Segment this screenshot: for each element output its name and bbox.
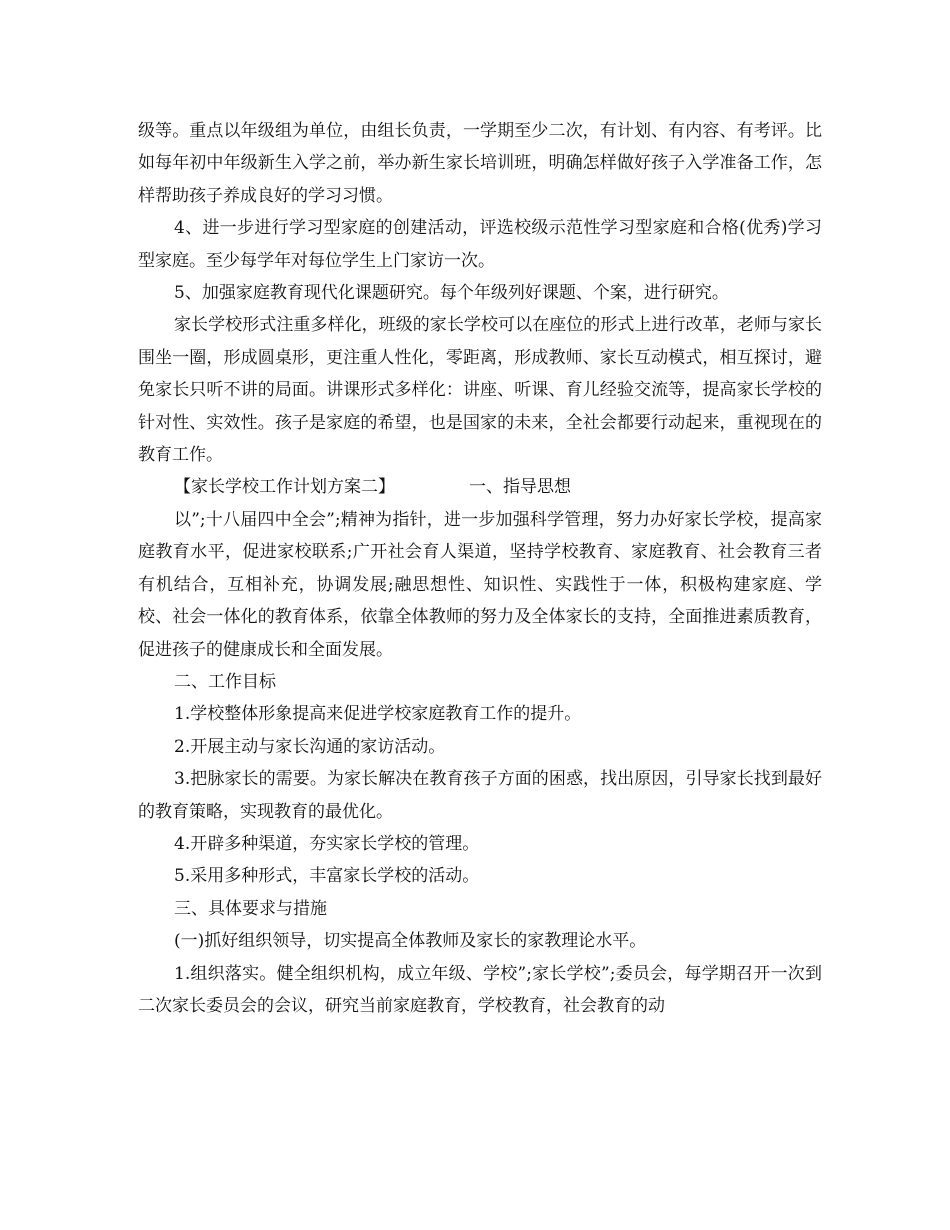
measure-subheading: (一)抓好组织领导，切实提高全体教师及家长的家教理论水平。 xyxy=(174,931,647,952)
measure-item: 1.组织落实。健全组织机构，成立年级、学校”;家长学校”;委员会，每学期召开一次到二次家长委员会的会议，研究当前家庭教育，学校教育，社会教育的动 xyxy=(138,963,822,1016)
plan-title: 【家长学校工作计划方案二】 xyxy=(174,477,395,498)
paragraph-item-5: 5、加强家庭教育现代化课题研究。每个年级列好课题、个案，进行研究。 xyxy=(174,283,729,304)
section-guiding-heading: 一、指导思想 xyxy=(469,477,571,498)
guiding-paragraph: 以”;十八届四中全会”;精神为指针，进一步加强科学管理，努力办好家长学校，提高家庭教育水平，促进家校联系;广开社会育人渠道，坚持学校教育、家庭教育、社会教育三者有机结合，互相补充，协调发展;融思想性、知识性、实践性于一体，积极构建家庭、学校、社会一体化的教育体系，依靠全体教师的努力及全体家长的支持，全面推进素质教育，促进孩子的健康成长和全面发展。 xyxy=(138,509,822,660)
goal-item: 4.开辟多种渠道，夯实家长学校的管理。 xyxy=(174,833,480,854)
goal-item: 2.开展主动与家长沟通的家访活动。 xyxy=(174,736,446,757)
goal-item: 5.采用多种形式，丰富家长学校的活动。 xyxy=(174,866,480,887)
section-measures-heading: 三、具体要求与措施 xyxy=(174,898,327,919)
paragraph-format: 家长学校形式注重多样化，班级的家长学校可以在座位的形式上进行改革，老师与家长围坐一圈，形成圆桌形，更注重人性化，零距离，形成教师、家长互动模式，相互探讨，避免家长只听不讲的局面。讲课形式多样化：讲座、听课、育儿经验交流等，提高家长学校的针对性、实效性。孩子是家庭的希望，也是国家的未来，全社会都要行动起来，重视现在的教育工作。 xyxy=(138,315,822,466)
paragraph-item-4: 4、进一步进行学习型家庭的创建活动，评选校级示范性学习型家庭和合格(优秀)学习型家庭。至少每学年对每位学生上门家访一次。 xyxy=(138,218,822,271)
paragraph-continuation: 级等。重点以年级组为单位，由组长负责，一学期至少二次，有计划、有内容、有考评。比如每年初中年级新生入学之前，举办新生家长培训班，明确怎样做好孩子入学准备工作，怎样帮助孩子养成良好的学习习惯。 xyxy=(138,121,822,206)
document-body xyxy=(138,115,822,1022)
section-goals-heading: 二、工作目标 xyxy=(174,671,276,692)
goal-item: 3.把脉家长的需要。为家长解决在教育孩子方面的困惑，找出原因，引导家长找到最好的教育策略，实现教育的最优化。 xyxy=(138,769,822,822)
goal-item: 1.学校整体形象提高来促进学校家庭教育工作的提升。 xyxy=(174,704,582,725)
plan-heading-row xyxy=(138,471,822,503)
